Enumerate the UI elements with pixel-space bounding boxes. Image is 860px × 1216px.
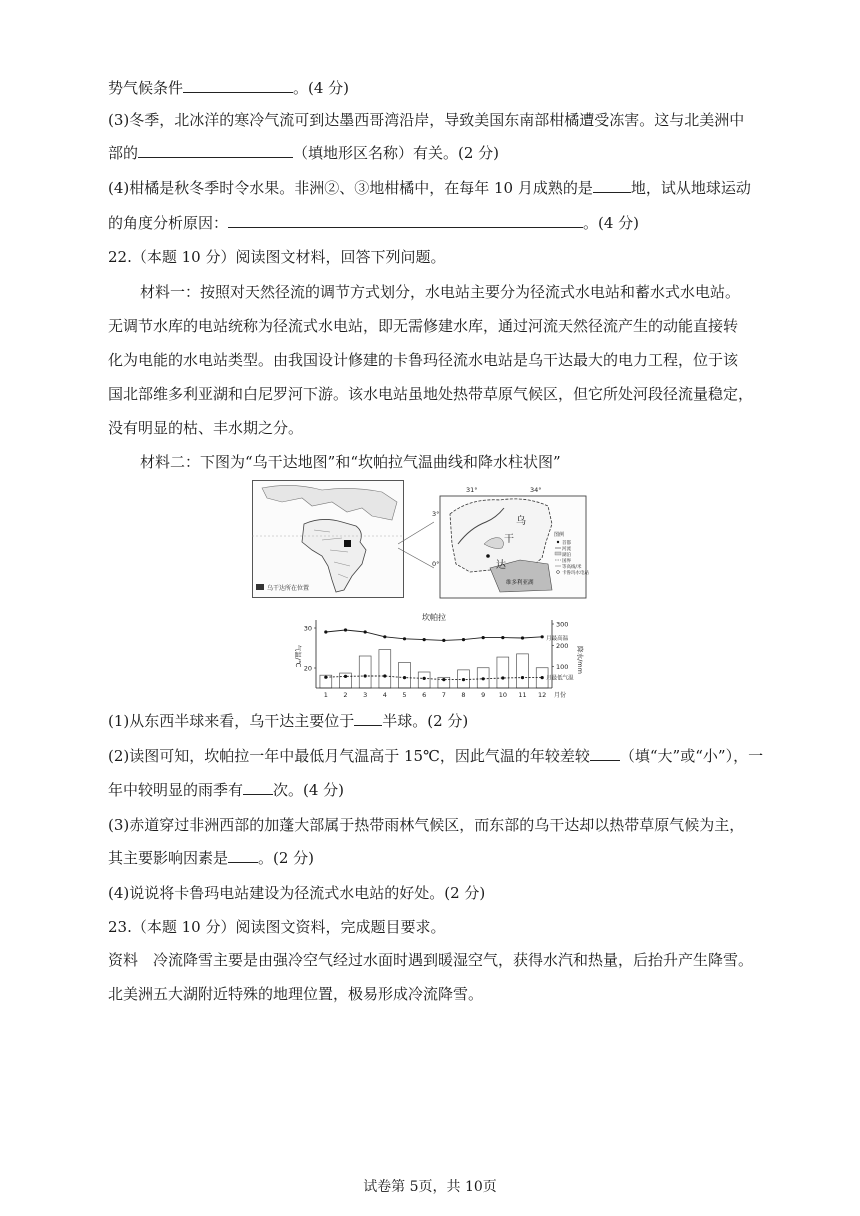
map-place-name: 达 [496, 560, 506, 571]
q21-text: (4)柑橘是秋冬季时令水果。非洲②、③地柑橘中，在每年 10 月成熟的是 [108, 179, 593, 197]
page-footer: 试卷第 5页，共 10页 [363, 1179, 497, 1195]
q21-text: 地，试从地球运动 [630, 179, 751, 197]
longitude-label: 31° [466, 486, 478, 494]
africa-map [252, 480, 404, 598]
max-temp-point [521, 636, 524, 639]
min-temp-point [501, 676, 504, 679]
material-one-line: 无调节水库的电站统称为径流式水电站，即无需修建水库，通过河流天然径流产生的动能直接转 [108, 317, 739, 335]
x-tick-label: 6 [422, 691, 427, 699]
x-tick-label: 1 [323, 691, 328, 699]
legend-item: 湖泊 [562, 553, 571, 558]
material-two-line: 材料二：下图为“乌干达地图”和“坎帕拉气温曲线和降水柱状图” [140, 453, 561, 471]
x-axis-title: 月份 [554, 692, 567, 699]
answer-blank[interactable] [354, 711, 382, 726]
max-temp-point [383, 635, 386, 638]
zoom-connector [398, 520, 434, 570]
max-temp-point [364, 630, 367, 633]
x-tick-label: 7 [441, 691, 446, 699]
lake-label: 维多利亚湖 [506, 580, 534, 586]
material-one-line: 材料一：按照对天然径流的调节方式划分，水电站主要分为径流式水电站和蓄水式水电站。 [140, 283, 741, 301]
min-temp-point [482, 677, 485, 680]
q22-heading: 22.（本题 10 分）阅读图文材料，回答下列问题。 [108, 248, 446, 266]
min-temp-point [423, 677, 426, 680]
max-temp-point [442, 639, 445, 642]
q21-line-4 [108, 178, 751, 198]
min-temp-point [383, 674, 386, 677]
q22-sub3-cont [108, 848, 314, 868]
min-temp-point [403, 676, 406, 679]
answer-blank[interactable] [243, 780, 273, 795]
q21-text: （填地形区名称）有关。(2 分) [293, 144, 500, 162]
precipitation-bar [497, 657, 509, 688]
min-temp-point [364, 674, 367, 677]
kampala-climate-chart [288, 610, 584, 706]
max-temp-label: 月最高温 [546, 635, 569, 642]
map-place-name: 乌 [516, 516, 526, 527]
question-text: 。(2 分) [258, 849, 315, 867]
q21-line-2: (3)冬季，北冰洋的寒冷气流可到达墨西哥湾沿岸，导致美国东南部柑橘遭受冻害。这与北美洲中 [108, 111, 745, 129]
answer-blank[interactable] [228, 848, 258, 863]
question-text: （填“大”或“小”），一 [619, 747, 764, 765]
right-tick-label: 200 [556, 641, 569, 650]
x-tick-label: 4 [382, 691, 387, 699]
precipitation-bar [379, 650, 391, 688]
min-temp-line [326, 676, 542, 680]
uganda-map [430, 484, 590, 600]
precipitation-bar [399, 662, 411, 688]
min-temp-point [462, 678, 465, 681]
min-temp-point [324, 676, 327, 679]
max-temp-point [482, 636, 485, 639]
q21-line-5 [108, 213, 639, 233]
left-tick-label: 30 [303, 624, 312, 633]
q21-text: 的角度分析原因： [108, 214, 229, 232]
answer-blank[interactable] [138, 143, 293, 158]
longitude-label: 34° [530, 486, 542, 494]
max-temp-point [344, 628, 347, 631]
material-one-line: 化为电能的水电站类型。由我国设计修建的卡鲁玛径流水电站是乌干达最大的电力工程，位于该 [108, 351, 739, 369]
legend-item: 首都 [562, 541, 571, 546]
x-tick-label: 2 [343, 691, 348, 699]
left-axis-title: 气温/℃ [294, 644, 302, 668]
min-temp-point [521, 676, 524, 679]
question-text: 半球。(2 分) [382, 712, 469, 730]
q22-sub1 [108, 711, 468, 731]
q22-sub2-cont [108, 780, 344, 800]
q21-score: 。(4 分) [293, 79, 350, 97]
max-temp-point [324, 630, 327, 633]
answer-blank[interactable] [183, 78, 293, 93]
legend-item: 国界 [562, 559, 571, 564]
q22-sub3: (3)赤道穿过非洲西部的加蓬大部属于热带雨林气候区，而东部的乌干达却以热带草原气候为主， [108, 816, 745, 834]
q21-text: 部的 [108, 144, 139, 162]
latitude-label: 3° [432, 510, 440, 518]
min-temp-point [442, 678, 445, 681]
max-temp-point [462, 638, 465, 641]
q23-resource-line: 北美洲五大湖附近特殊的地理位置，极易形成冷流降雪。 [108, 985, 484, 1003]
map-place-name: 干 [504, 534, 514, 545]
material-one-line: 没有明显的枯、丰水期之分。 [108, 419, 304, 437]
min-temp-label: 月最低气温 [546, 675, 574, 682]
max-temp-line [326, 630, 542, 640]
left-tick-label: 20 [303, 664, 312, 673]
right-tick-label: 100 [556, 663, 569, 672]
q22-sub2 [108, 746, 763, 766]
africa-map-legend: 乌干达所在位置 [267, 585, 310, 592]
right-axis-title: 降水/mm [576, 646, 584, 674]
x-tick-label: 3 [363, 691, 368, 699]
x-tick-label: 11 [518, 691, 527, 699]
q21-line-3 [108, 143, 499, 163]
question-text: (1)从东西半球来看，乌干达主要位于 [108, 712, 355, 730]
min-temp-point [344, 675, 347, 678]
answer-blank[interactable] [590, 746, 620, 761]
precipitation-bar [517, 654, 529, 688]
material-one-line: 国北部维多利亚湖和白尼罗河下游。该水电站虽地处热带草原气候区，但它所处河段径流量稳定， [108, 385, 754, 403]
question-text: 年中较明显的雨季有 [108, 781, 244, 799]
max-temp-point [403, 637, 406, 640]
capital-marker [486, 554, 490, 558]
q23-heading: 23.（本题 10 分）阅读图文资料，完成题目要求。 [108, 918, 446, 936]
x-tick-label: 8 [461, 691, 466, 699]
legend-item: 卡鲁玛水电站 [562, 571, 589, 576]
x-tick-label: 12 [538, 691, 547, 699]
max-temp-point [541, 635, 544, 638]
legend-item: 等高线/米 [562, 565, 582, 570]
question-text: (2)读图可知，坎帕拉一年中最低月气温高于 15℃，因此气温的年较差较 [108, 747, 590, 765]
x-tick-label: 5 [402, 691, 407, 699]
x-tick-label: 10 [498, 691, 507, 699]
q23-resource-line: 资料 冷流降雪主要是由强冷空气经过水面时遇到暖湿空气，获得水汽和热量，后抬升产生降雪。 [108, 951, 754, 969]
q21-line-1 [108, 78, 349, 98]
precipitation-bar [359, 656, 371, 688]
question-text: 其主要影响因素是 [108, 849, 229, 867]
legend-title: 图例 [554, 532, 565, 538]
answer-blank[interactable] [593, 178, 631, 193]
answer-blank[interactable] [228, 213, 583, 228]
latitude-label: 0° [432, 560, 440, 568]
x-tick-label: 9 [481, 691, 486, 699]
chart-title: 坎帕拉 [422, 613, 446, 622]
min-temp-point [541, 676, 544, 679]
q21-text: 势气候条件 [108, 79, 184, 97]
uganda-location-marker [344, 540, 351, 547]
right-tick-label: 300 [556, 620, 569, 629]
max-temp-point [423, 638, 426, 641]
question-text: 次。(4 分) [273, 781, 345, 799]
legend-item: 河流 [562, 547, 571, 552]
q21-score: 。(4 分) [583, 214, 640, 232]
max-temp-point [501, 636, 504, 639]
q22-sub4: (4)说说将卡鲁玛电站建设为径流式水电站的好处。(2 分) [108, 884, 486, 902]
